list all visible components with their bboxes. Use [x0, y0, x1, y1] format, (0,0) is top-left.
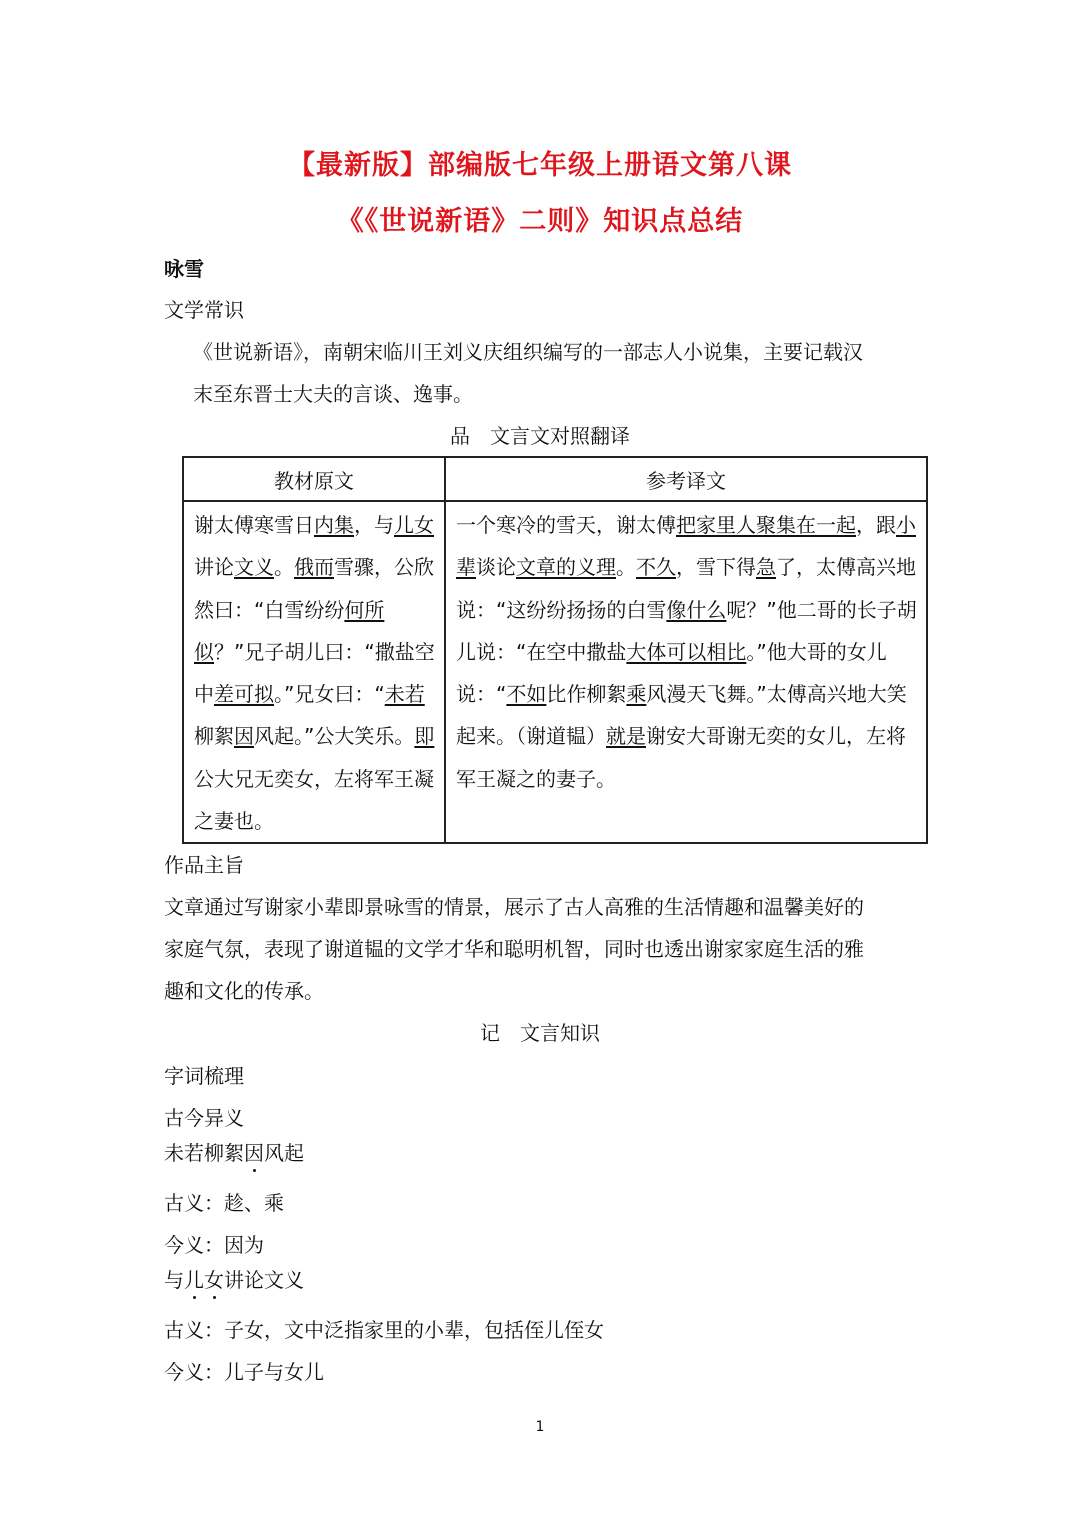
example2-ancient: 古义：子女，文中泛指家里的小辈，包括侄儿侄女 [164, 1318, 604, 1342]
table-caption: 品 文言文对照翻译 [450, 424, 630, 448]
example1-modern: 今义：因为 [164, 1233, 264, 1257]
example2-sentence: 与儿女讲论文义 [164, 1268, 304, 1292]
theme-line1: 文章通过写谢家小辈即景咏雪的情景，展示了古人高雅的生活情趣和温馨美好的 [164, 895, 864, 919]
theme-line3: 趣和文化的传承。 [164, 979, 324, 1003]
translation-table [182, 456, 928, 844]
document-title-line2: 《《世说新语》二则》知识点总结 [336, 206, 744, 237]
ancient-modern-label: 古今异义 [164, 1106, 244, 1130]
classical-knowledge-heading: 记 文言知识 [480, 1021, 600, 1045]
page-number: 1 [535, 1419, 545, 1435]
document-title-line1: 【最新版】部编版七年级上册语文第八课 [288, 150, 792, 181]
theme-label: 作品主旨 [164, 853, 244, 877]
translation-text-cell: 一个寒冷的雪天，谢太傅把家里人聚集在一起，跟小辈谈论文章的义理。不久，雪下得急了，太傅高兴地说：“这纷纷扬扬的白雪像什么呢？”他二哥的长子胡儿说：“在空中撒盐大体可以相比。”他大哥的女儿说：“不如比作柳絮乘风漫天飞舞。”太傅高兴地大笑起来。（谢道韫）就是谢安大哥谢无奕的女儿，左将军王凝之的妻子。 [445, 501, 927, 843]
lit-knowledge-line2: 末至东晋士大夫的言谈、逸事。 [193, 382, 473, 406]
col-header-translation: 参考译文 [445, 457, 927, 501]
example1-ancient: 古义：趁、乘 [164, 1191, 284, 1215]
lit-knowledge-line1: 《世说新语》，南朝宋临川王刘义庆组织编写的一部志人小说集，主要记载汉 [193, 340, 863, 364]
col-header-original: 教材原文 [183, 457, 445, 501]
word-review-label: 字词梳理 [164, 1064, 244, 1088]
theme-line2: 家庭气氛，表现了谢道韫的文学才华和聪明机智，同时也透出谢家家庭生活的雅 [164, 937, 864, 961]
section-heading: 咏雪 [164, 257, 204, 281]
example2-modern: 今义：儿子与女儿 [164, 1360, 324, 1384]
example1-sentence: 未若柳絮因风起 [164, 1141, 304, 1165]
lit-knowledge-label: 文学常识 [164, 298, 244, 322]
original-text-cell: 谢太傅寒雪日内集，与儿女讲论文义。俄而雪骤，公欣然曰：“白雪纷纷何所似？”兄子胡儿曰：“撒盐空中差可拟。”兄女曰：“未若柳絮因风起。”公大笑乐。即公大兄无奕女，左将军王凝之妻也。 [183, 501, 445, 843]
